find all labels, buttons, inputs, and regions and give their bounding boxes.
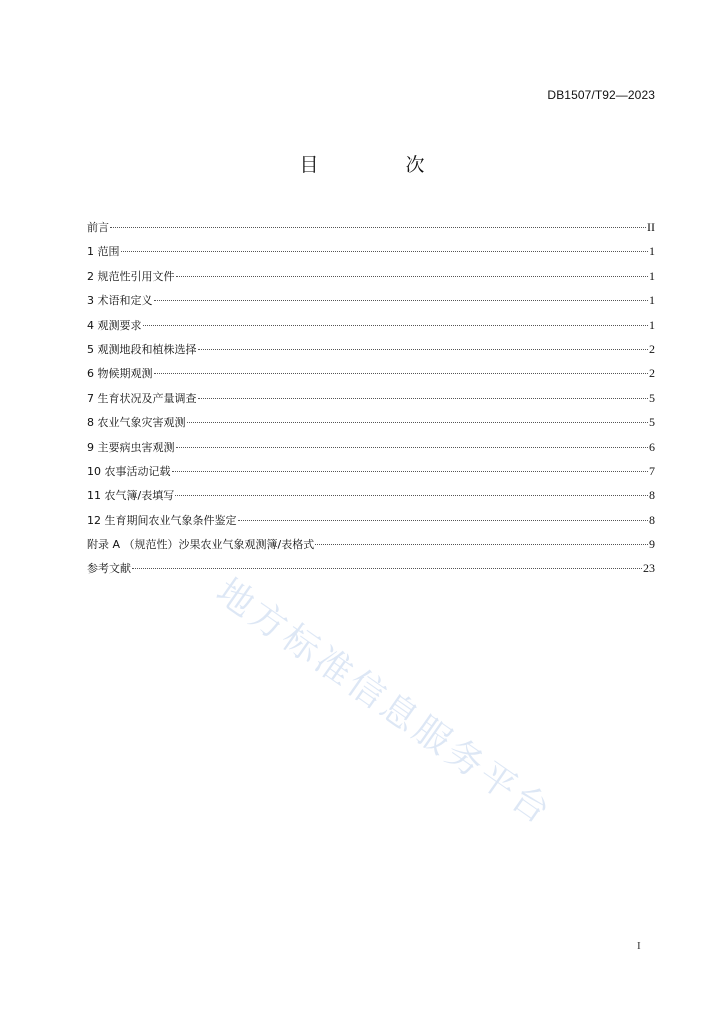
toc-entry-page: 8	[649, 512, 655, 527]
toc-entry[interactable]	[87, 243, 655, 267]
toc-entry-page: 8	[649, 488, 655, 503]
toc-dot-leader	[154, 373, 649, 374]
toc-entry-label: 前言	[87, 221, 109, 234]
toc-dot-leader	[315, 544, 648, 545]
toc-entry[interactable]	[87, 560, 655, 584]
toc-dot-leader	[172, 471, 649, 472]
toc-dot-leader	[175, 495, 648, 496]
toc-entry[interactable]	[87, 365, 655, 389]
toc-entry-label: 附录 A （规范性）沙果农业气象观测簿/表格式	[87, 538, 315, 552]
toc-entry-label: 12 生育期间农业气象条件鉴定	[87, 513, 237, 527]
table-of-contents	[87, 219, 655, 585]
toc-entry-label: 6 物候期观测	[87, 367, 153, 381]
toc-entry-label: 2 规范性引用文件	[87, 269, 175, 283]
toc-entry-label: 4 观测要求	[87, 318, 142, 332]
toc-entry[interactable]	[87, 487, 655, 511]
toc-entry-page: 1	[649, 268, 655, 283]
toc-dot-leader	[132, 568, 642, 569]
toc-entry-label: 7 生育状况及产量调查	[87, 391, 197, 405]
toc-entry-page: 5	[649, 390, 655, 405]
toc-entry-label: 3 术语和定义	[87, 294, 153, 308]
toc-entry-page: 6	[649, 439, 655, 454]
toc-dot-leader	[143, 325, 649, 326]
page-number: I	[637, 940, 641, 952]
toc-entry[interactable]	[87, 317, 655, 341]
toc-entry[interactable]	[87, 341, 655, 365]
toc-entry-label: 1 范围	[87, 245, 120, 259]
toc-entry-label: 9 主要病虫害观测	[87, 440, 175, 454]
toc-entry-page: 1	[649, 317, 655, 332]
toc-entry[interactable]	[87, 439, 655, 463]
toc-entry[interactable]	[87, 292, 655, 316]
toc-dot-leader	[198, 349, 649, 350]
toc-dot-leader	[176, 276, 649, 277]
watermark: 地方标准信息服务平台	[208, 570, 560, 834]
toc-entry-label: 11 农气簿/表填写	[87, 489, 175, 503]
toc-dot-leader	[154, 300, 649, 301]
toc-entry[interactable]	[87, 268, 655, 292]
toc-entry[interactable]	[87, 463, 655, 487]
toc-dot-leader	[187, 422, 649, 423]
toc-entry[interactable]	[87, 414, 655, 438]
toc-entry-page: 7	[649, 463, 655, 478]
document-code: DB1507/T92—2023	[547, 88, 655, 102]
toc-entry-page: 23	[643, 561, 655, 576]
toc-dot-leader	[110, 227, 646, 228]
toc-dot-leader	[176, 447, 649, 448]
toc-dot-leader	[198, 398, 649, 399]
toc-entry-page: II	[647, 220, 655, 234]
toc-entry[interactable]	[87, 390, 655, 414]
toc-entry-page: 5	[649, 415, 655, 430]
toc-entry-page: 1	[649, 244, 655, 259]
toc-entry-page: 1	[649, 293, 655, 308]
toc-entry-page: 2	[649, 341, 655, 356]
toc-entry-label: 10 农事活动记载	[87, 464, 171, 478]
toc-entry[interactable]	[87, 219, 655, 243]
toc-entry-label: 5 观测地段和植株选择	[87, 342, 197, 356]
toc-entry-page: 9	[649, 537, 655, 552]
toc-entry-page: 2	[649, 366, 655, 381]
toc-entry[interactable]	[87, 512, 655, 536]
toc-entry-label: 8 农业气象灾害观测	[87, 416, 186, 430]
page-title: 目 次	[299, 154, 459, 176]
toc-dot-leader	[238, 520, 649, 521]
toc-dot-leader	[121, 251, 649, 252]
toc-entry-label: 参考文献	[87, 562, 131, 576]
toc-entry[interactable]	[87, 536, 655, 560]
